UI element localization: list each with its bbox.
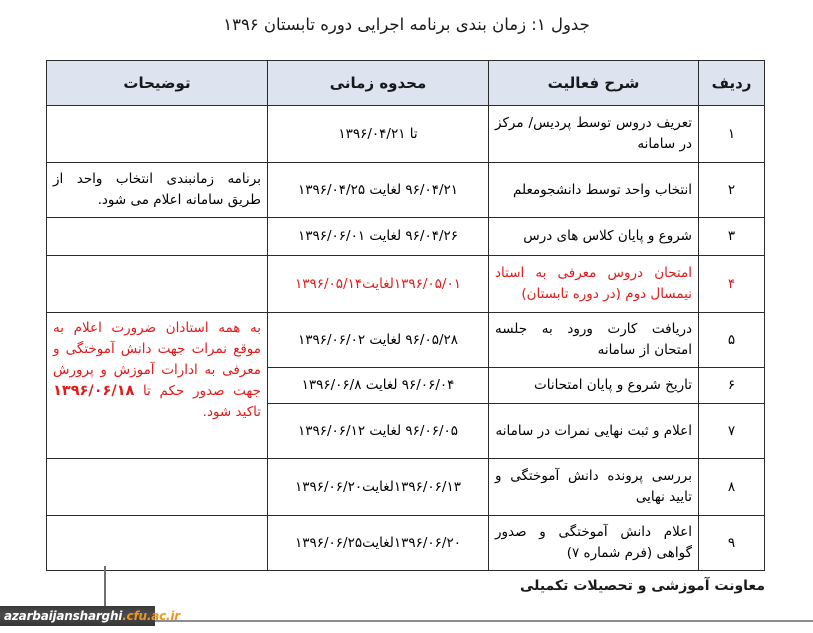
merged-note-text-after: تاکید شود.: [202, 404, 261, 420]
cell-notes: برنامه زمانبندی انتخاب واحد از طریق سامانه اعلام می شود.: [47, 163, 268, 218]
cell-activity: اعلام دانش آموختگی و صدور گواهی (فرم شماره ۷): [489, 516, 699, 571]
schedule-table-container: [47, 60, 765, 571]
cell-activity: دریافت کارت ورود به جلسه امتحان از سامانه: [489, 313, 699, 368]
cell-radif: ۹: [699, 516, 765, 571]
cell-time-range: ۹۶/۰۶/۰۴ لغایت ۱۳۹۶/۰۶/۸: [268, 368, 489, 404]
table-row: [47, 163, 765, 218]
cell-activity: اعلام و ثبت نهایی نمرات در سامانه: [489, 404, 699, 459]
cell-time-range: ۹۶/۰۴/۲۶ لغایت ۱۳۹۶/۰۶/۰۱: [268, 218, 489, 256]
cell-time-range: ۱۳۹۶/۰۵/۰۱لغایت۱۳۹۶/۰۵/۱۴: [268, 256, 489, 313]
column-header-activity: شرح فعالیت: [489, 61, 699, 106]
merged-note-date: ۱۳۹۶/۰۶/۱۸: [53, 383, 135, 399]
cell-activity: امتحان دروس معرفی به استاد نیمسال دوم (در دوره تابستان): [489, 256, 699, 313]
column-header-time-range: محدوه زمانی: [268, 61, 489, 106]
cell-notes: [47, 459, 268, 516]
table-row: [47, 313, 765, 368]
cell-activity: تعریف دروس توسط پردیس/ مرکز در سامانه: [489, 106, 699, 163]
cell-activity: انتخاب واحد توسط دانشجومعلم: [489, 163, 699, 218]
column-header-radif: ردیف: [699, 61, 765, 106]
cell-radif: ۶: [699, 368, 765, 404]
cell-radif: ۸: [699, 459, 765, 516]
column-header-notes: توضیحات: [47, 61, 268, 106]
cell-time-range: ۱۳۹۶/۰۶/۲۰لغایت۱۳۹۶/۰۶/۲۵: [268, 516, 489, 571]
cell-radif: ۵: [699, 313, 765, 368]
cell-time-range: ۹۶/۰۵/۲۸ لغایت ۱۳۹۶/۰۶/۰۲: [268, 313, 489, 368]
table-row: [47, 459, 765, 516]
table-row: [47, 106, 765, 163]
table-row: [47, 516, 765, 571]
cell-radif: ۲: [699, 163, 765, 218]
cell-radif: ۱: [699, 106, 765, 163]
cell-radif: ۷: [699, 404, 765, 459]
site-watermark: [0, 606, 180, 626]
cell-notes: [47, 256, 268, 313]
page-title: جدول ۱: زمان بندی برنامه اجرایی دوره تابستان ۱۳۹۶: [223, 15, 590, 34]
watermark-domain: .cfu.ac.ir: [122, 609, 180, 623]
cell-time-range: ۹۶/۰۶/۰۵ لغایت ۱۳۹۶/۰۶/۱۲: [268, 404, 489, 459]
cell-notes: [47, 218, 268, 256]
cell-time-range: ۹۶/۰۴/۲۱ لغایت ۱۳۹۶/۰۴/۲۵: [268, 163, 489, 218]
cell-activity: بررسی پرونده دانش آموختگی و تایید نهایی: [489, 459, 699, 516]
watermark-site-name: azarbaijansharghi: [4, 609, 123, 623]
cell-radif: ۴: [699, 256, 765, 313]
cell-radif: ۳: [699, 218, 765, 256]
table-body: [47, 106, 765, 571]
table-row: [47, 218, 765, 256]
table-header: [47, 61, 765, 106]
cell-notes: [47, 106, 268, 163]
cell-notes-merged: [47, 313, 268, 459]
schedule-table: [46, 60, 765, 571]
cell-notes: [47, 516, 268, 571]
footer-signature: معاونت آموزشی و تحصیلات تکمیلی: [520, 578, 765, 594]
merged-note-text-before: به همه استادان ضرورت اعلام به موقع نمرات جهت دانش آموختگی و معرفی به ادارات آموزش و پرورش جهت صدور حکم تا: [53, 320, 261, 399]
cell-time-range: ۱۳۹۶/۰۶/۱۳لغایت۱۳۹۶/۰۶/۲۰: [268, 459, 489, 516]
cell-activity: شروع و پایان کلاس های درس: [489, 218, 699, 256]
cell-time-range: تا ۱۳۹۶/۰۴/۲۱: [268, 106, 489, 163]
table-row-highlighted: [47, 256, 765, 313]
cell-activity: تاریخ شروع و پایان امتحانات: [489, 368, 699, 404]
table-header-row: [47, 61, 765, 106]
